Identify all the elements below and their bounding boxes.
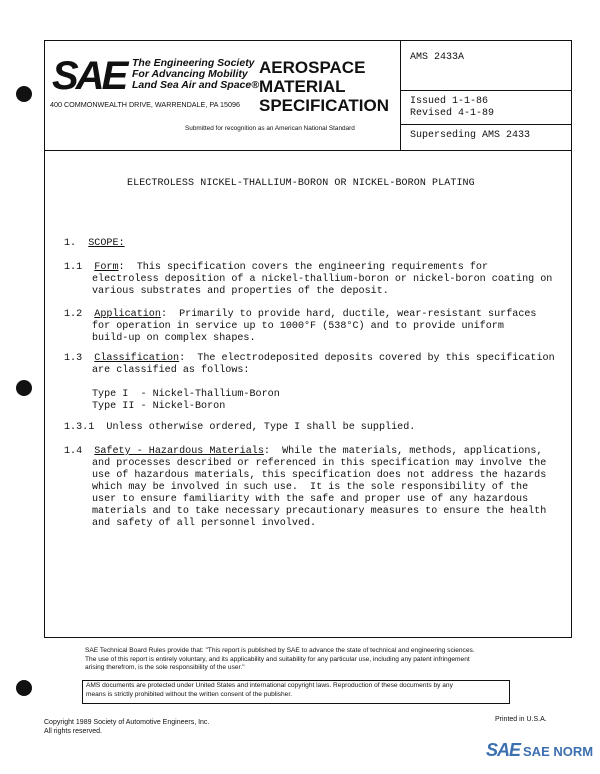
paragraph-line: are classified as follows:	[92, 365, 250, 376]
section-1-3	[64, 353, 555, 365]
copyright-notice-line: AMS documents are protected under United States and international copyright laws. Reproduction of these documents by any	[86, 682, 453, 689]
section-1-3-1: 1.3.1 Unless otherwise ordered, Type I shall be supplied.	[64, 422, 416, 433]
rules-line: The use of this report is entirely voluntary, and its applicability and suitability for any particular use, including any patent infringement	[85, 655, 470, 663]
rights-line: All rights reserved.	[44, 728, 102, 735]
header-right-divider-2	[400, 124, 572, 125]
section-1-4	[64, 446, 543, 458]
sae-address: 400 COMMONWEALTH DRIVE, WARRENDALE, PA 15096	[50, 100, 240, 109]
sae-logo: SAE	[52, 54, 126, 98]
section-1-1	[64, 262, 488, 274]
section-number: 1.2	[64, 309, 83, 320]
revised-date: Revised 4-1-89	[410, 108, 495, 119]
document-title: ELECTROLESS NICKEL-THALLIUM-BORON OR NICKEL-BORON PLATING	[127, 178, 475, 189]
copyright-notice-line: means is strictly prohibited without the written consent of the publisher.	[86, 690, 292, 698]
printed-in: Printed in U.S.A.	[495, 716, 547, 723]
rules-line: arising therefrom, is the sole responsibility of the user."	[85, 664, 245, 672]
paragraph-line: electroless deposition of a nickel-thallium-boron or nickel-boron coating on	[92, 274, 553, 285]
title-line-2: MATERIAL	[259, 77, 346, 96]
paragraph-line: : This specification covers the engineering requirements for	[118, 262, 489, 273]
paragraph-line: : Primarily to provide hard, ductile, wear-resistant surfaces	[160, 309, 537, 320]
binder-hole-top	[16, 86, 32, 102]
ansi-submission-note: Submitted for recognition as an American National Standard	[185, 125, 355, 132]
ams-number: AMS 2433A	[410, 52, 465, 63]
title-line-1: AEROSPACE	[259, 58, 366, 77]
header-divider	[44, 150, 572, 151]
paragraph-line: build-up on complex shapes.	[92, 333, 256, 344]
superseding-note: Superseding AMS 2433	[410, 130, 531, 141]
paragraph-line: for operation in service up to 1000°F (538°C) and to provide uniform	[92, 321, 504, 332]
section-number: 1.	[64, 238, 77, 249]
type-1-item: Type I - Nickel-Thallium-Boron	[92, 389, 280, 400]
header-right-divider	[400, 90, 572, 91]
paragraph-line: use of hazardous materials, this specification does not address the hazards	[92, 470, 547, 481]
section-number: 1.3	[64, 353, 83, 364]
tagline-line-3: Land Sea Air and Space®	[132, 79, 259, 91]
binder-hole-middle	[16, 380, 32, 396]
rules-line: SAE Technical Board Rules provide that: "This report is published by SAE to advance the state of technical and engineering sciences.	[85, 647, 475, 654]
section-title: Safety - Hazardous Materials	[94, 446, 264, 457]
copyright-line: Copyright 1989 Society of Automotive Engineers, Inc.	[44, 719, 210, 726]
section-title: Form	[94, 262, 119, 273]
issue-dates	[410, 96, 494, 120]
section-1-2	[64, 309, 537, 321]
technical-board-rules	[85, 647, 475, 673]
copyright-statement	[44, 718, 209, 736]
paragraph-line: : The electrodeposited deposits covered by this specification	[179, 353, 555, 364]
section-1-heading	[64, 238, 125, 250]
watermark-text: SAE NORM	[523, 744, 594, 759]
sae-tagline	[132, 58, 259, 91]
section-title: SCOPE:	[88, 238, 125, 249]
title-line-3: SPECIFICATION	[259, 96, 390, 115]
header-vertical-divider	[400, 40, 401, 150]
type-2-item: Type II - Nickel-Boron	[92, 401, 226, 412]
watermark-logo: SAE	[486, 740, 521, 760]
paragraph-line: : While the materials, methods, applications,	[263, 446, 543, 457]
section-number: 1.4	[64, 446, 83, 457]
paragraph-line: and safety of all personnel involved.	[92, 518, 317, 529]
binder-hole-bottom	[16, 680, 32, 696]
issued-date: Issued 1-1-86	[410, 96, 489, 107]
paragraph-line: various substrates and properties of the deposit.	[92, 286, 389, 297]
tagline-line-2: For Advancing Mobility	[132, 68, 248, 80]
paragraph-line: user to ensure familiarity with the safe and proper use of any hazardous	[92, 494, 529, 505]
section-title: Classification	[94, 353, 180, 364]
section-number: 1.1	[64, 262, 83, 273]
sae-norm-watermark	[486, 740, 593, 761]
tagline-line-1: The Engineering Society	[132, 57, 255, 69]
section-title: Application	[94, 309, 161, 320]
copyright-notice	[86, 682, 453, 699]
paragraph-line: which may be involved in such use. It is the sole responsibility of the	[92, 482, 529, 493]
spec-type-title	[259, 58, 389, 115]
paragraph-line: materials and to take necessary precautionary measures to ensure the health	[92, 506, 547, 517]
paragraph-line: and processes described or referenced in this specification may involve the	[92, 458, 547, 469]
